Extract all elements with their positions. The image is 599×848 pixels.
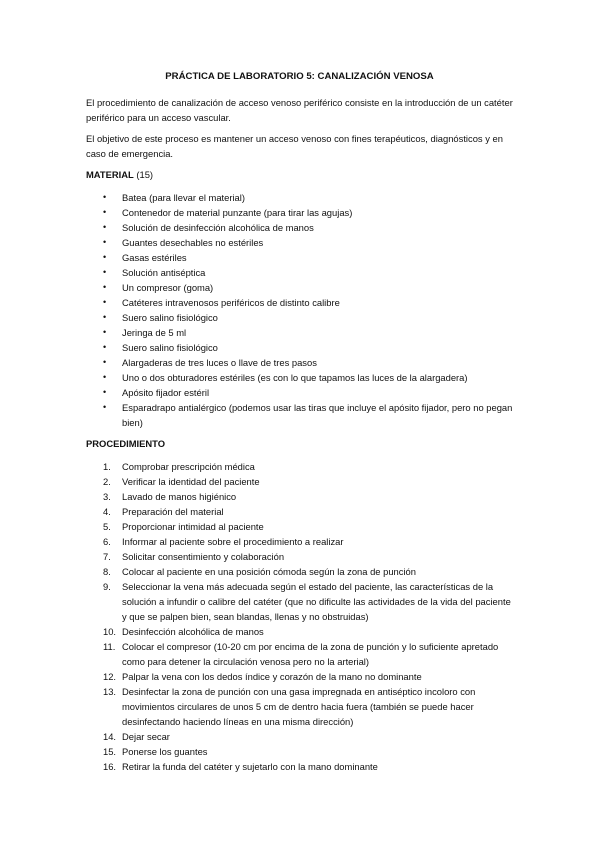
step-number: 15. [103, 746, 117, 757]
material-item [86, 340, 516, 355]
material-item-text: Suero salino fisiológico [122, 342, 218, 353]
step-number: 1. [103, 461, 111, 472]
procedure-heading [86, 436, 516, 451]
material-item [86, 220, 516, 235]
material-item [86, 205, 516, 220]
step-text: Palpar la vena con los dedos índice y corazón de la mano no dominante [122, 671, 422, 682]
page-title: PRÁCTICA DE LABORATORIO 5: CANALIZACIÓN VENOSA [165, 71, 434, 82]
material-item-text: Catéteres intravenosos periféricos de distinto calibre [122, 297, 340, 308]
material-item-text: Alargaderas de tres luces o llave de tres pasos [122, 357, 317, 368]
step-number: 9. [103, 581, 111, 592]
bullet-icon: • [103, 192, 107, 202]
intro-paragraph: El procedimiento de canalización de acceso venoso periférico consiste en la introducción de un catéter periférico para un acceso vascular. [86, 97, 513, 123]
step-text: Retirar la funda del catéter y sujetarlo con la mano dominante [122, 761, 378, 772]
material-item [86, 400, 516, 430]
material-item-text: Guantes desechables no estériles [122, 237, 264, 248]
step-text: Dejar secar [122, 731, 170, 742]
step-number: 7. [103, 551, 111, 562]
bullet-icon: • [103, 342, 107, 352]
material-item [86, 370, 516, 385]
material-item [86, 190, 516, 205]
procedure-step [86, 624, 516, 639]
material-item-text: Solución antiséptica [122, 267, 206, 278]
procedure-step [86, 669, 516, 684]
step-number: 8. [103, 566, 111, 577]
bullet-icon: • [103, 327, 107, 337]
material-item-text: Suero salino fisiológico [122, 312, 218, 323]
procedure-step [86, 459, 516, 474]
step-number: 10. [103, 626, 117, 637]
material-item [86, 355, 516, 370]
material-heading-label: MATERIAL [86, 169, 134, 180]
material-item-text: Jeringa de 5 ml [122, 327, 187, 338]
step-number: 3. [103, 491, 111, 502]
bullet-icon: • [103, 387, 107, 397]
material-item-text: Batea (para llevar el material) [122, 192, 245, 203]
bullet-icon: • [103, 402, 107, 412]
step-text: Proporcionar intimidad al paciente [122, 521, 264, 532]
step-text: Lavado de manos higiénico [122, 491, 237, 502]
material-item [86, 280, 516, 295]
bullet-icon: • [103, 357, 107, 367]
material-item-text: Uno o dos obturadores estériles (es con lo que tapamos las luces de la alargadera) [122, 372, 468, 383]
step-text: Solicitar consentimiento y colaboración [122, 551, 285, 562]
step-number: 12. [103, 671, 117, 682]
material-list [86, 190, 516, 430]
material-item-text: Esparadrapo antialérgico (podemos usar las tiras que incluye el apósito fijador, pero no pegan bien) [122, 402, 513, 428]
procedure-step [86, 489, 516, 504]
bullet-icon: • [103, 372, 107, 382]
procedure-heading-label: PROCEDIMIENTO [86, 438, 166, 449]
material-item-text: Apósito fijador estéril [122, 387, 210, 398]
material-item-text: Solución de desinfección alcohólica de manos [122, 222, 314, 233]
step-text: Informar al paciente sobre el procedimiento a realizar [122, 536, 344, 547]
step-number: 11. [103, 641, 116, 652]
material-item [86, 265, 516, 280]
step-text: Preparación del material [122, 506, 224, 517]
material-item-text: Contenedor de material punzante (para tirar las agujas) [122, 207, 353, 218]
step-number: 4. [103, 506, 111, 517]
material-item [86, 325, 516, 340]
procedure-list [86, 459, 516, 774]
material-item [86, 250, 516, 265]
material-item-text: Un compresor (goma) [122, 282, 214, 293]
procedure-step [86, 474, 516, 489]
procedure-step [86, 564, 516, 579]
step-number: 14. [103, 731, 117, 742]
step-number: 6. [103, 536, 111, 547]
procedure-step [86, 729, 516, 744]
bullet-icon: • [103, 222, 107, 232]
procedure-step [86, 549, 516, 564]
bullet-icon: • [103, 237, 107, 247]
step-text: Colocar el compresor (10-20 cm por encima de la zona de punción y lo suficiente apretado como para detener la circulación venosa pero no la arterial) [122, 641, 499, 667]
step-text: Colocar al paciente en una posición cómoda según la zona de punción [122, 566, 416, 577]
bullet-icon: • [103, 312, 107, 322]
procedure-step [86, 684, 516, 729]
procedure-step [86, 534, 516, 549]
step-number: 13. [103, 686, 117, 697]
step-text: Ponerse los guantes [122, 746, 208, 757]
bullet-icon: • [103, 252, 107, 262]
procedure-step [86, 579, 516, 624]
objective-paragraph: El objetivo de este proceso es mantener un acceso venoso con fines terapéuticos, diagnósticos y en caso de emergencia. [86, 133, 503, 159]
material-item [86, 310, 516, 325]
step-number: 2. [103, 476, 111, 487]
material-item [86, 385, 516, 400]
material-item [86, 235, 516, 250]
procedure-step [86, 519, 516, 534]
material-item [86, 295, 516, 310]
bullet-icon: • [103, 297, 107, 307]
procedure-step [86, 759, 516, 774]
procedure-step [86, 744, 516, 759]
material-heading [86, 167, 516, 182]
step-text: Comprobar prescripción médica [122, 461, 255, 472]
procedure-step [86, 504, 516, 519]
bullet-icon: • [103, 282, 107, 292]
document-body [86, 95, 516, 774]
step-number: 16. [103, 761, 117, 772]
step-text: Seleccionar la vena más adecuada según el estado del paciente, las características de la solución a infundir o calibre del catéter (que no dificulte las actividades de la vida del paciente y que se palpen bien, sean blandas, llenas y no obstruidas) [122, 581, 511, 622]
step-text: Desinfectar la zona de punción con una gasa impregnada en antiséptico incoloro con movimientos circulares de unos 5 cm de dentro hacia fuera (también se puede hacer desinfectando haciendo líneas en una misma dirección) [122, 686, 476, 727]
step-text: Desinfección alcohólica de manos [122, 626, 264, 637]
bullet-icon: • [103, 267, 107, 277]
procedure-step [86, 639, 516, 669]
step-number: 5. [103, 521, 111, 532]
bullet-icon: • [103, 207, 107, 217]
material-count: (15) [136, 169, 154, 180]
material-item-text: Gasas estériles [122, 252, 187, 263]
step-text: Verificar la identidad del paciente [122, 476, 260, 487]
